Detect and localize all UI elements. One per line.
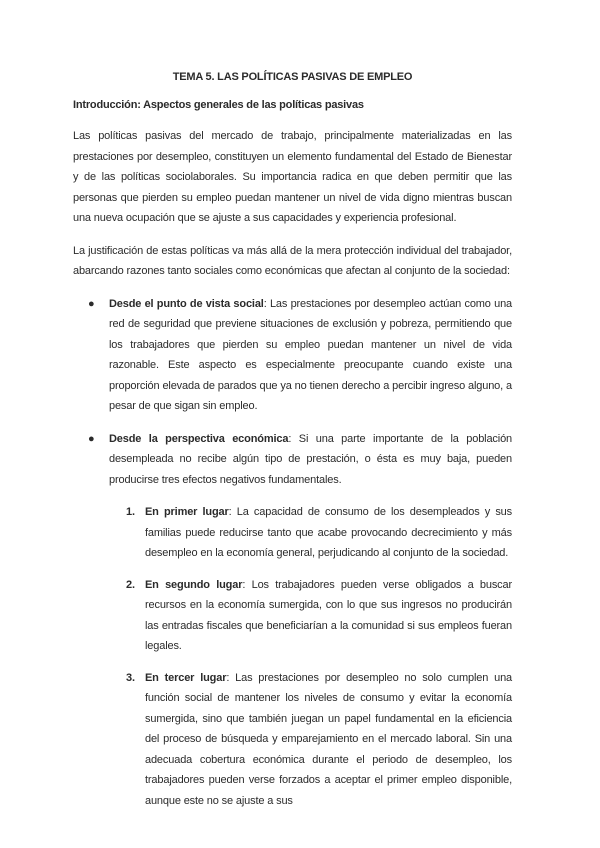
numbered-item-second [109, 575, 512, 657]
intro-paragraph: Las políticas pasivas del mercado de trabajo, principalmente materializadas en las prestaciones por desempleo, constituyen un elemento fundamental del Estado de Bienestar y de las políticas sociolaborales. Su importancia radica en que deben permitir que las personas que pierden su empleo puedan mantener un nivel de vida digno mientras buscan una nueva ocupación que se ajuste a sus capacidades y experiencia profesional. [73, 130, 512, 224]
number-marker: 2. [126, 578, 135, 591]
bullet-item-economic [73, 429, 512, 812]
item-text: : La capacidad de consumo de los desempleados y sus familias puede reducirse tanto que acabe provocando decrecimiento y más desempleo en la economía general, perjudicando al conjunto de la sociedad. [145, 506, 512, 559]
item-lead: En tercer lugar [145, 671, 227, 684]
item-lead: En primer lugar [145, 506, 229, 518]
bullet-lead: Desde la perspectiva económica [109, 432, 289, 445]
bullet-list [73, 294, 512, 812]
justification-paragraph: La justificación de estas políticas va más allá de la mera protección individual del trabajador, abarcando razones tanto sociales como económicas que afectan al conjunto de la sociedad: [73, 244, 512, 277]
numbered-list [109, 502, 512, 811]
bullet-text: : Si una parte importante de la población desempleada no recibe algún tipo de prestación, o ésta es muy baja, pueden producirse tres efectos negativos fundamentales. [109, 432, 513, 486]
numbered-item-first [109, 502, 512, 564]
item-text: : Los trabajadores pueden verse obligados a buscar recursos en la economía sumergida, con lo que sus ingresos no producirán las entradas fiscales que beneficiarían a la comunidad si sus empleos fueran legales. [145, 578, 513, 652]
bullet-text: : Las prestaciones por desempleo actúan como una red de seguridad que previene situaciones de exclusión y pobreza, permitiendo que los trabajadores que pierden su empleo puedan mantener un nivel de vida razonable. Este aspecto es especialmente preocupante cuando existe una proporción elevada de parados que ya no tienen derecho a percibir ingreso alguno, a pesar de que sigan sin empleo. [109, 297, 513, 412]
number-marker: 1. [126, 506, 135, 518]
bullet-icon: ● [88, 432, 95, 445]
bullet-lead: Desde el punto de vista social [109, 297, 264, 310]
number-marker: 3. [126, 671, 135, 684]
section-heading: Introducción: Aspectos generales de las políticas pasivas [73, 99, 364, 111]
item-text: : Las prestaciones por desempleo no solo cumplen una función social de mantener los niveles de consumo y evitar la economía sumergida, sino que también juegan un papel fundamental en la eficiencia del proceso de búsqueda y emparejamiento en el mercado laboral. Sin una adecuada cobertura económica durante el periodo de desempleo, los trabajadores pueden verse forzados a aceptar el primer empleo disponible, aunque este no se ajuste a sus [145, 671, 512, 807]
numbered-item-third [109, 668, 512, 812]
bullet-icon: ● [88, 297, 95, 310]
item-lead: En segundo lugar [145, 578, 243, 591]
bullet-item-social [73, 294, 512, 417]
document-title: TEMA 5. LAS POLÍTICAS PASIVAS DE EMPLEO [172, 71, 413, 83]
